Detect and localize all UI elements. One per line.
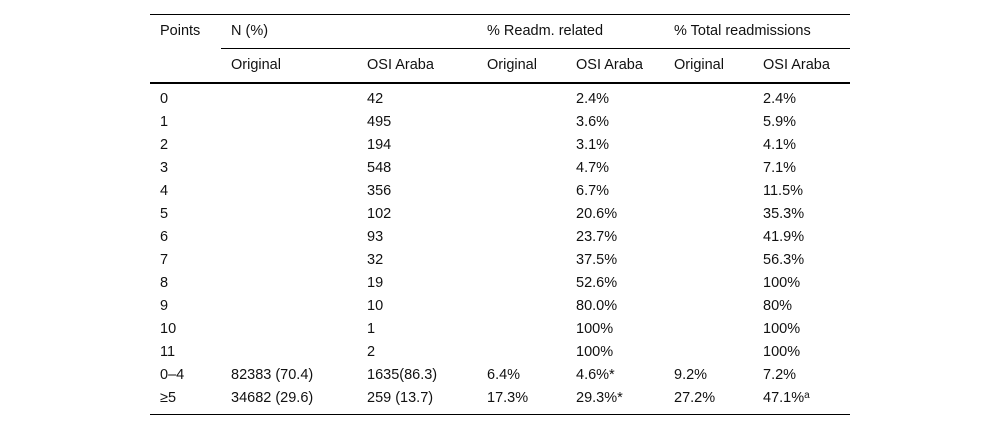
cell-n-original bbox=[221, 180, 357, 203]
header-sub-osi-araba: OSI Araba bbox=[357, 49, 477, 84]
cell-points bbox=[150, 180, 221, 203]
table-row bbox=[150, 387, 850, 415]
cell-n-osi-araba bbox=[357, 111, 477, 134]
cell-total-original bbox=[664, 111, 753, 134]
table-row bbox=[150, 111, 850, 134]
cell-total-original bbox=[664, 226, 753, 249]
header-spacer bbox=[150, 49, 221, 84]
cell-points bbox=[150, 249, 221, 272]
table-row bbox=[150, 226, 850, 249]
cell-n-osi-araba bbox=[357, 387, 477, 415]
footnote-marker: a bbox=[804, 390, 810, 401]
cell-value: 8 bbox=[160, 275, 169, 291]
cell-readm-osi-araba bbox=[566, 272, 664, 295]
cell-total-osi-araba bbox=[753, 134, 850, 157]
table-row bbox=[150, 134, 850, 157]
cell-points bbox=[150, 295, 221, 318]
cell-value: 356 bbox=[367, 183, 392, 199]
cell-n-osi-araba bbox=[357, 295, 477, 318]
cell-readm-original bbox=[477, 134, 566, 157]
cell-n-original bbox=[221, 134, 357, 157]
table-row bbox=[150, 364, 850, 387]
header-readm-related: % Readm. related bbox=[477, 15, 664, 49]
cell-value: 80% bbox=[763, 298, 793, 314]
cell-total-original bbox=[664, 134, 753, 157]
cell-readm-original bbox=[477, 83, 566, 111]
table-row bbox=[150, 295, 850, 318]
cell-n-original bbox=[221, 341, 357, 364]
cell-value: 100% bbox=[576, 344, 614, 360]
cell-n-original bbox=[221, 157, 357, 180]
cell-n-osi-araba bbox=[357, 134, 477, 157]
table-body bbox=[150, 83, 850, 415]
cell-total-original bbox=[664, 387, 753, 415]
cell-value: 7.1% bbox=[763, 160, 797, 176]
header-sub-osi-araba: OSI Araba bbox=[566, 49, 664, 84]
header-n-percent: N (%) bbox=[221, 15, 477, 49]
cell-total-original bbox=[664, 203, 753, 226]
cell-total-osi-araba bbox=[753, 157, 850, 180]
cell-value: 27.2% bbox=[674, 390, 716, 406]
table-row bbox=[150, 318, 850, 341]
cell-value: 495 bbox=[367, 114, 392, 130]
cell-total-osi-araba bbox=[753, 387, 850, 415]
cell-value: 5.9% bbox=[763, 114, 797, 130]
cell-n-original bbox=[221, 364, 357, 387]
cell-value: 4.1% bbox=[763, 137, 797, 153]
cell-value: 56.3% bbox=[763, 252, 805, 268]
cell-value: 9.2% bbox=[674, 367, 708, 383]
cell-value: 4.7% bbox=[576, 160, 610, 176]
cell-n-original bbox=[221, 226, 357, 249]
cell-n-osi-araba bbox=[357, 341, 477, 364]
cell-n-osi-araba bbox=[357, 249, 477, 272]
header-total-readmissions: % Total readmissions bbox=[664, 15, 850, 49]
cell-points bbox=[150, 157, 221, 180]
cell-value: 0 bbox=[160, 91, 169, 107]
cell-value: 6.4% bbox=[487, 367, 521, 383]
cell-readm-original bbox=[477, 226, 566, 249]
cell-readm-osi-araba bbox=[566, 295, 664, 318]
cell-value: 20.6% bbox=[576, 206, 618, 222]
cell-n-osi-araba bbox=[357, 180, 477, 203]
cell-total-osi-araba bbox=[753, 272, 850, 295]
cell-n-original bbox=[221, 272, 357, 295]
cell-readm-original bbox=[477, 157, 566, 180]
cell-value: 3.1% bbox=[576, 137, 610, 153]
cell-value: 41.9% bbox=[763, 229, 805, 245]
cell-n-original bbox=[221, 318, 357, 341]
cell-readm-original bbox=[477, 341, 566, 364]
cell-total-osi-araba bbox=[753, 83, 850, 111]
header-sub-original: Original bbox=[664, 49, 753, 84]
cell-value: 93 bbox=[367, 229, 384, 245]
cell-value: ≥5 bbox=[160, 390, 177, 406]
cell-readm-osi-araba bbox=[566, 203, 664, 226]
cell-value: 259 (13.7) bbox=[367, 390, 434, 406]
cell-value: 10 bbox=[160, 321, 177, 337]
cell-n-original bbox=[221, 249, 357, 272]
cell-n-original bbox=[221, 203, 357, 226]
table-row bbox=[150, 272, 850, 295]
cell-value: 11.5% bbox=[763, 183, 804, 199]
cell-points bbox=[150, 203, 221, 226]
table-row bbox=[150, 83, 850, 111]
cell-total-osi-araba bbox=[753, 203, 850, 226]
header-row-primary bbox=[150, 15, 850, 49]
cell-value: 100% bbox=[763, 321, 801, 337]
cell-value: 2 bbox=[367, 344, 376, 360]
cell-value: 100% bbox=[763, 344, 801, 360]
cell-n-original bbox=[221, 83, 357, 111]
cell-value: 23.7% bbox=[576, 229, 618, 245]
cell-n-original bbox=[221, 111, 357, 134]
cell-value: 17.3% bbox=[487, 390, 529, 406]
cell-value: 2.4% bbox=[576, 91, 610, 107]
cell-value: 0–4 bbox=[160, 367, 185, 383]
cell-readm-original bbox=[477, 249, 566, 272]
cell-readm-original bbox=[477, 364, 566, 387]
table-row bbox=[150, 203, 850, 226]
cell-points bbox=[150, 364, 221, 387]
cell-readm-osi-araba bbox=[566, 157, 664, 180]
cell-n-original bbox=[221, 295, 357, 318]
cell-value: 2.4% bbox=[763, 91, 797, 107]
cell-points bbox=[150, 387, 221, 415]
header-row-secondary bbox=[150, 49, 850, 84]
cell-value: 3.6% bbox=[576, 114, 610, 130]
cell-points bbox=[150, 226, 221, 249]
readmission-score-table bbox=[150, 14, 850, 415]
cell-value: 29.3%* bbox=[576, 390, 623, 406]
cell-points bbox=[150, 318, 221, 341]
cell-value: 32 bbox=[367, 252, 384, 268]
header-sub-osi-araba: OSI Araba bbox=[753, 49, 850, 84]
cell-points bbox=[150, 83, 221, 111]
cell-readm-original bbox=[477, 111, 566, 134]
cell-n-osi-araba bbox=[357, 318, 477, 341]
cell-n-osi-araba bbox=[357, 272, 477, 295]
cell-n-osi-araba bbox=[357, 203, 477, 226]
cell-readm-osi-araba bbox=[566, 318, 664, 341]
header-points: Points bbox=[150, 15, 221, 49]
cell-points bbox=[150, 134, 221, 157]
cell-total-original bbox=[664, 364, 753, 387]
header-sub-original: Original bbox=[477, 49, 566, 84]
cell-total-original bbox=[664, 295, 753, 318]
cell-readm-original bbox=[477, 180, 566, 203]
cell-n-osi-araba bbox=[357, 157, 477, 180]
cell-total-osi-araba bbox=[753, 249, 850, 272]
cell-value: 52.6% bbox=[576, 275, 618, 291]
cell-readm-osi-araba bbox=[566, 111, 664, 134]
cell-readm-osi-araba bbox=[566, 226, 664, 249]
cell-points bbox=[150, 272, 221, 295]
table-row bbox=[150, 157, 850, 180]
cell-value: 47.1% bbox=[763, 390, 805, 406]
cell-value: 34682 (29.6) bbox=[231, 390, 314, 406]
cell-value: 42 bbox=[367, 91, 384, 107]
cell-total-osi-araba bbox=[753, 318, 850, 341]
cell-value: 3 bbox=[160, 160, 169, 176]
cell-value: 194 bbox=[367, 137, 392, 153]
cell-readm-osi-araba bbox=[566, 249, 664, 272]
cell-total-original bbox=[664, 318, 753, 341]
cell-total-original bbox=[664, 83, 753, 111]
cell-n-osi-araba bbox=[357, 364, 477, 387]
cell-value: 102 bbox=[367, 206, 392, 222]
cell-total-original bbox=[664, 272, 753, 295]
cell-value: 4 bbox=[160, 183, 169, 199]
cell-value: 2 bbox=[160, 137, 169, 153]
cell-total-original bbox=[664, 341, 753, 364]
cell-value: 9 bbox=[160, 298, 169, 314]
cell-value: 1635(86.3) bbox=[367, 367, 438, 383]
cell-points bbox=[150, 341, 221, 364]
cell-readm-original bbox=[477, 203, 566, 226]
cell-total-osi-araba bbox=[753, 111, 850, 134]
cell-value: 5 bbox=[160, 206, 169, 222]
cell-readm-osi-araba bbox=[566, 83, 664, 111]
cell-n-osi-araba bbox=[357, 226, 477, 249]
cell-value: 7.2% bbox=[763, 367, 797, 383]
cell-total-original bbox=[664, 249, 753, 272]
cell-value: 6.7% bbox=[576, 183, 610, 199]
cell-total-osi-araba bbox=[753, 341, 850, 364]
cell-value: 80.0% bbox=[576, 298, 618, 314]
cell-value: 37.5% bbox=[576, 252, 618, 268]
cell-value: 1 bbox=[367, 321, 376, 337]
cell-points bbox=[150, 111, 221, 134]
cell-value: 35.3% bbox=[763, 206, 805, 222]
cell-value: 7 bbox=[160, 252, 169, 268]
cell-readm-original bbox=[477, 295, 566, 318]
cell-value: 11 bbox=[160, 344, 176, 360]
cell-readm-osi-araba bbox=[566, 134, 664, 157]
cell-total-osi-araba bbox=[753, 295, 850, 318]
cell-total-osi-araba bbox=[753, 364, 850, 387]
cell-readm-osi-araba bbox=[566, 387, 664, 415]
cell-readm-original bbox=[477, 387, 566, 415]
cell-total-original bbox=[664, 157, 753, 180]
cell-value: 19 bbox=[367, 275, 384, 291]
cell-value: 82383 (70.4) bbox=[231, 367, 314, 383]
cell-readm-original bbox=[477, 318, 566, 341]
cell-value: 10 bbox=[367, 298, 384, 314]
cell-total-osi-araba bbox=[753, 226, 850, 249]
cell-value: 4.6%* bbox=[576, 367, 615, 383]
header-sub-original: Original bbox=[221, 49, 357, 84]
cell-readm-original bbox=[477, 272, 566, 295]
cell-value: 1 bbox=[160, 114, 169, 130]
table-row bbox=[150, 341, 850, 364]
cell-value: 100% bbox=[763, 275, 801, 291]
cell-readm-osi-araba bbox=[566, 364, 664, 387]
cell-total-original bbox=[664, 180, 753, 203]
cell-readm-osi-araba bbox=[566, 341, 664, 364]
table-row bbox=[150, 249, 850, 272]
table-row bbox=[150, 180, 850, 203]
cell-total-osi-araba bbox=[753, 180, 850, 203]
cell-readm-osi-araba bbox=[566, 180, 664, 203]
cell-n-original bbox=[221, 387, 357, 415]
cell-value: 6 bbox=[160, 229, 169, 245]
cell-value: 100% bbox=[576, 321, 614, 337]
cell-n-osi-araba bbox=[357, 83, 477, 111]
cell-value: 548 bbox=[367, 160, 392, 176]
